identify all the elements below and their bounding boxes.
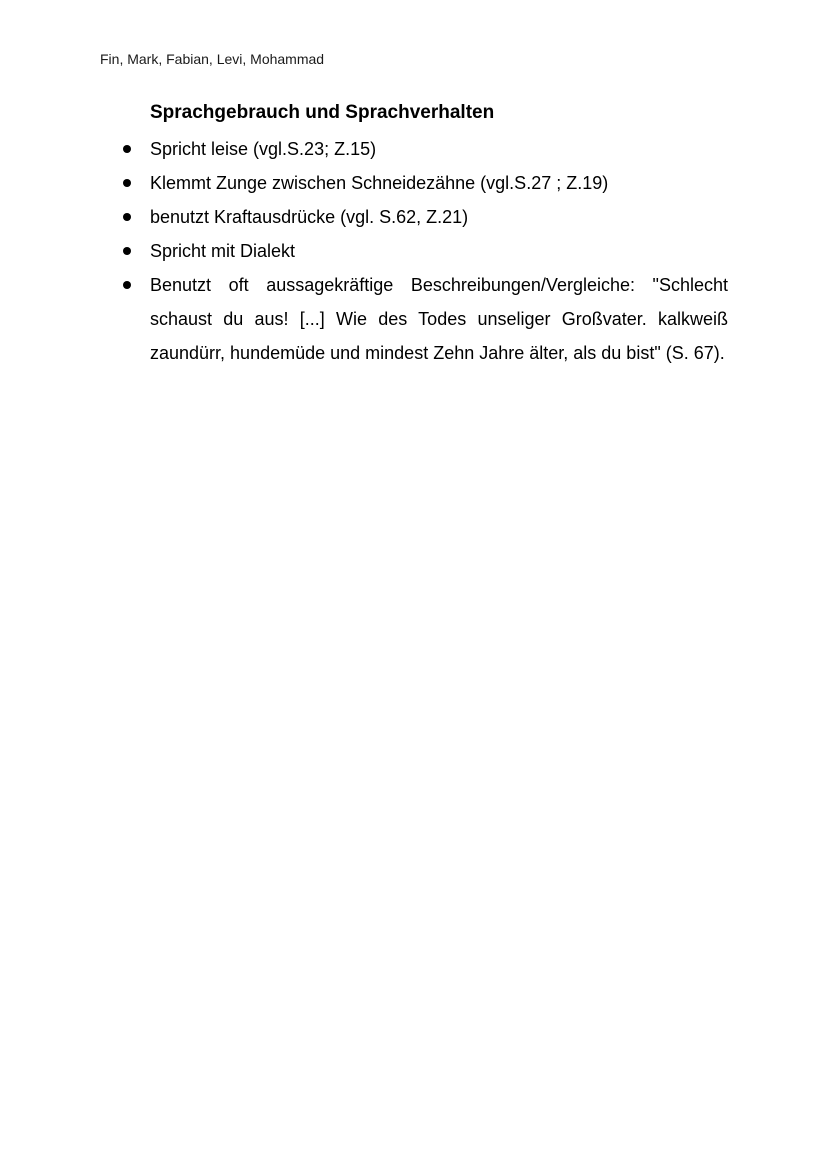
list-item xyxy=(150,166,728,200)
list-item-text: Benutzt oft aussagekräftige Beschreibungen/Vergleiche: "Schlecht schaust du aus! [...] Wie des Todes unseliger Großvater. kalkweiß zaundürr, hundemüde und mindest Zehn Jahre älter, als du bist" (S. 67). xyxy=(150,275,728,363)
section-title: Sprachgebrauch und Sprachverhalten xyxy=(150,102,495,123)
list-item-text: Spricht leise (vgl.S.23; Z.15) xyxy=(150,139,377,159)
list-item xyxy=(150,268,728,370)
language-section xyxy=(150,100,728,370)
list-item-text: Spricht mit Dialekt xyxy=(150,241,296,261)
list-item xyxy=(150,132,728,166)
bullet-icon xyxy=(123,281,131,289)
bullet-list xyxy=(150,132,728,370)
bullet-icon xyxy=(123,213,131,221)
list-item-text: Klemmt Zunge zwischen Schneidezähne (vgl.S.27 ; Z.19) xyxy=(150,173,609,193)
bullet-icon xyxy=(123,179,131,187)
author-names: Fin, Mark, Fabian, Levi, Mohammad xyxy=(100,51,325,67)
bullet-icon xyxy=(123,247,131,255)
list-item-text: benutzt Kraftausdrücke (vgl. S.62, Z.21) xyxy=(150,207,469,227)
bullet-icon xyxy=(123,145,131,153)
list-item xyxy=(150,200,728,234)
list-item xyxy=(150,234,728,268)
